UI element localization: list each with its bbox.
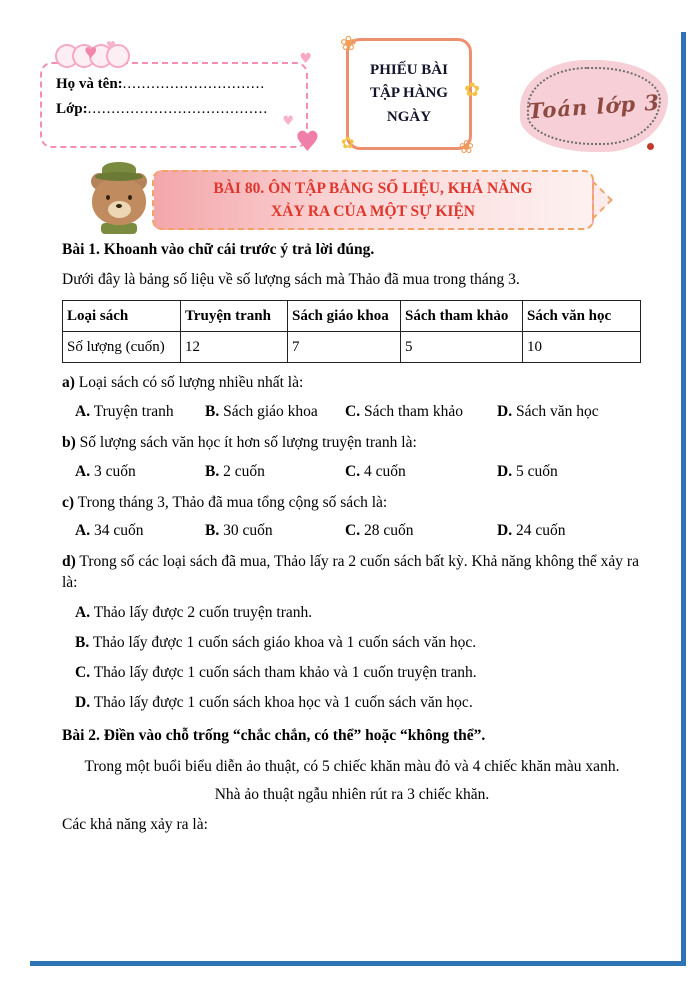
option-item bbox=[62, 693, 642, 714]
question-text: Trong tháng 3, Thảo đã mua tổng cộng số sách là: bbox=[77, 493, 388, 511]
option-text: Sách giáo khoa bbox=[223, 402, 318, 420]
exercise2-prompt: Các khả năng xảy ra là: bbox=[62, 815, 208, 833]
class-label: Lớp: bbox=[56, 101, 88, 117]
option-text: 30 cuốn bbox=[223, 522, 273, 540]
option-letter: A. bbox=[75, 402, 91, 420]
question-c-options bbox=[62, 521, 642, 542]
lesson-title bbox=[152, 170, 594, 230]
heart-icon: ♥ bbox=[84, 44, 98, 62]
option-item bbox=[497, 462, 642, 483]
name-label: Họ và tên: bbox=[56, 76, 123, 92]
option-text: 4 cuốn bbox=[363, 462, 406, 480]
book-data-table bbox=[62, 300, 641, 363]
option-item bbox=[205, 402, 345, 423]
option-letter: D. bbox=[75, 693, 91, 711]
option-text: Sách tham khảo bbox=[363, 402, 463, 420]
option-letter: D. bbox=[497, 462, 513, 480]
question-label: a) bbox=[62, 373, 75, 391]
table-header-cell: Sách tham khảo bbox=[401, 300, 523, 331]
name-line bbox=[56, 76, 296, 93]
exercise1-heading: Bài 1. Khoanh vào chữ cái trước ý trả lời đúng. bbox=[62, 241, 375, 258]
option-letter: B. bbox=[205, 522, 220, 540]
option-letter: A. bbox=[75, 604, 91, 622]
exercise1-intro: Dưới đây là bảng số liệu về số lượng sách mà Thảo đã mua trong tháng 3. bbox=[62, 270, 520, 288]
option-letter: B. bbox=[205, 462, 220, 480]
option-text: 28 cuốn bbox=[363, 522, 414, 540]
daily-sheet-box bbox=[340, 31, 480, 158]
name-dots: .............................. bbox=[122, 76, 266, 92]
heart-icon: ♥ bbox=[294, 125, 320, 158]
table-header-cell: Sách văn học bbox=[523, 300, 641, 331]
question-a bbox=[62, 373, 642, 394]
option-letter: D. bbox=[497, 402, 513, 420]
option-text: 5 cuốn bbox=[515, 462, 558, 480]
content bbox=[62, 240, 642, 836]
option-letter: C. bbox=[75, 664, 91, 682]
paint-splat-icon bbox=[647, 143, 654, 150]
flower-icon: ✿ bbox=[464, 79, 480, 101]
option-text: 24 cuốn bbox=[515, 522, 566, 540]
option-item bbox=[75, 402, 205, 423]
option-text: 34 cuốn bbox=[93, 522, 144, 540]
option-item bbox=[75, 521, 205, 542]
flower-icon: ❀ bbox=[458, 137, 474, 158]
grade-badge-text: Toán lớp 3 bbox=[527, 88, 661, 124]
option-item bbox=[497, 402, 642, 423]
option-item bbox=[345, 521, 497, 542]
option-letter: A. bbox=[75, 462, 91, 480]
option-text: Thảo lấy được 1 cuốn sách khoa học và 1 cuốn sách văn học. bbox=[93, 693, 473, 711]
option-letter: D. bbox=[497, 522, 513, 540]
daily-sheet-title: PHIẾU BÀI TẬP HÀNG NGÀY bbox=[370, 62, 448, 125]
table-data-row bbox=[63, 331, 641, 362]
option-item bbox=[205, 521, 345, 542]
flower-icon: ❀ bbox=[340, 31, 357, 55]
table-data-cell: 7 bbox=[288, 331, 401, 362]
table-header-cell: Truyện tranh bbox=[181, 300, 288, 331]
table-data-cell: 5 bbox=[401, 331, 523, 362]
grade-badge bbox=[520, 60, 668, 152]
lesson-title-line2: XẢY RA CỦA MỘT SỰ KIỆN bbox=[271, 203, 475, 220]
option-item bbox=[497, 521, 642, 542]
class-line bbox=[56, 101, 296, 118]
option-letter: A. bbox=[75, 522, 91, 540]
option-item bbox=[62, 633, 642, 654]
question-text: Số lượng sách văn học ít hơn số lượng truyện tranh là: bbox=[79, 433, 417, 451]
option-letter: C. bbox=[345, 402, 361, 420]
question-label: d) bbox=[62, 553, 76, 571]
option-item bbox=[62, 603, 642, 624]
mushroom-icon bbox=[622, 143, 638, 158]
lesson-banner bbox=[88, 168, 606, 232]
option-text: 3 cuốn bbox=[93, 462, 136, 480]
question-text: Trong số các loại sách đã mua, Thảo lấy ra 2 cuốn sách bất kỳ. Khả năng không thể xảy ra là: bbox=[62, 553, 639, 592]
option-letter: B. bbox=[205, 402, 220, 420]
option-text: Thảo lấy được 1 cuốn sách giáo khoa và 1 cuốn sách văn học. bbox=[92, 634, 477, 652]
option-letter: B. bbox=[75, 634, 90, 652]
question-d bbox=[62, 552, 642, 594]
header bbox=[40, 31, 661, 158]
table-header-cell: Loại sách bbox=[63, 300, 181, 331]
table-data-cell: 10 bbox=[523, 331, 641, 362]
option-text: Sách văn học bbox=[515, 402, 599, 420]
exercise2-heading: Bài 2. Điền vào chỗ trống “chắc chắn, có thể” hoặc “không thể”. bbox=[62, 726, 486, 744]
option-item bbox=[62, 663, 642, 684]
table-data-cell: 12 bbox=[181, 331, 288, 362]
option-text: Thảo lấy được 1 cuốn sách tham khảo và 1 cuốn truyện tranh. bbox=[93, 664, 477, 682]
exercise2-paragraph: Trong một buổi biểu diễn ảo thuật, có 5 chiếc khăn màu đỏ và 4 chiếc khăn màu xanh. Nhà ảo thuật ngẫu nhiên rút ra 3 chiếc khăn. bbox=[84, 757, 620, 803]
heart-icon: ♥ bbox=[106, 39, 116, 52]
option-item bbox=[345, 402, 497, 423]
question-a-options bbox=[62, 402, 642, 423]
table-header-row bbox=[63, 300, 641, 331]
option-text: 2 cuốn bbox=[223, 462, 265, 480]
lesson-title-line1: BÀI 80. ÔN TẬP BẢNG SỐ LIỆU, KHẢ NĂNG bbox=[213, 179, 533, 197]
question-b bbox=[62, 433, 642, 454]
option-letter: C. bbox=[345, 522, 361, 540]
option-item bbox=[345, 462, 497, 483]
heart-icon: ♥ bbox=[299, 51, 312, 67]
option-item bbox=[75, 462, 205, 483]
heart-icon: ♥ bbox=[282, 114, 294, 129]
question-b-options bbox=[62, 462, 642, 483]
flower-icon: ✿ bbox=[341, 133, 355, 152]
option-text: Truyện tranh bbox=[93, 402, 174, 420]
option-item bbox=[205, 462, 345, 483]
table-data-cell: Số lượng (cuốn) bbox=[63, 331, 181, 362]
question-c bbox=[62, 493, 642, 514]
class-dots: ...................................... bbox=[87, 101, 269, 117]
option-letter: C. bbox=[345, 462, 361, 480]
teddy-bear-icon bbox=[88, 164, 150, 234]
table-header-cell: Sách giáo khoa bbox=[288, 300, 401, 331]
question-label: c) bbox=[62, 493, 75, 511]
question-text: Loại sách có số lượng nhiều nhất là: bbox=[78, 373, 304, 391]
option-text: Thảo lấy được 2 cuốn truyện tranh. bbox=[93, 604, 313, 622]
question-label: b) bbox=[62, 433, 76, 451]
student-info-box bbox=[40, 39, 320, 158]
